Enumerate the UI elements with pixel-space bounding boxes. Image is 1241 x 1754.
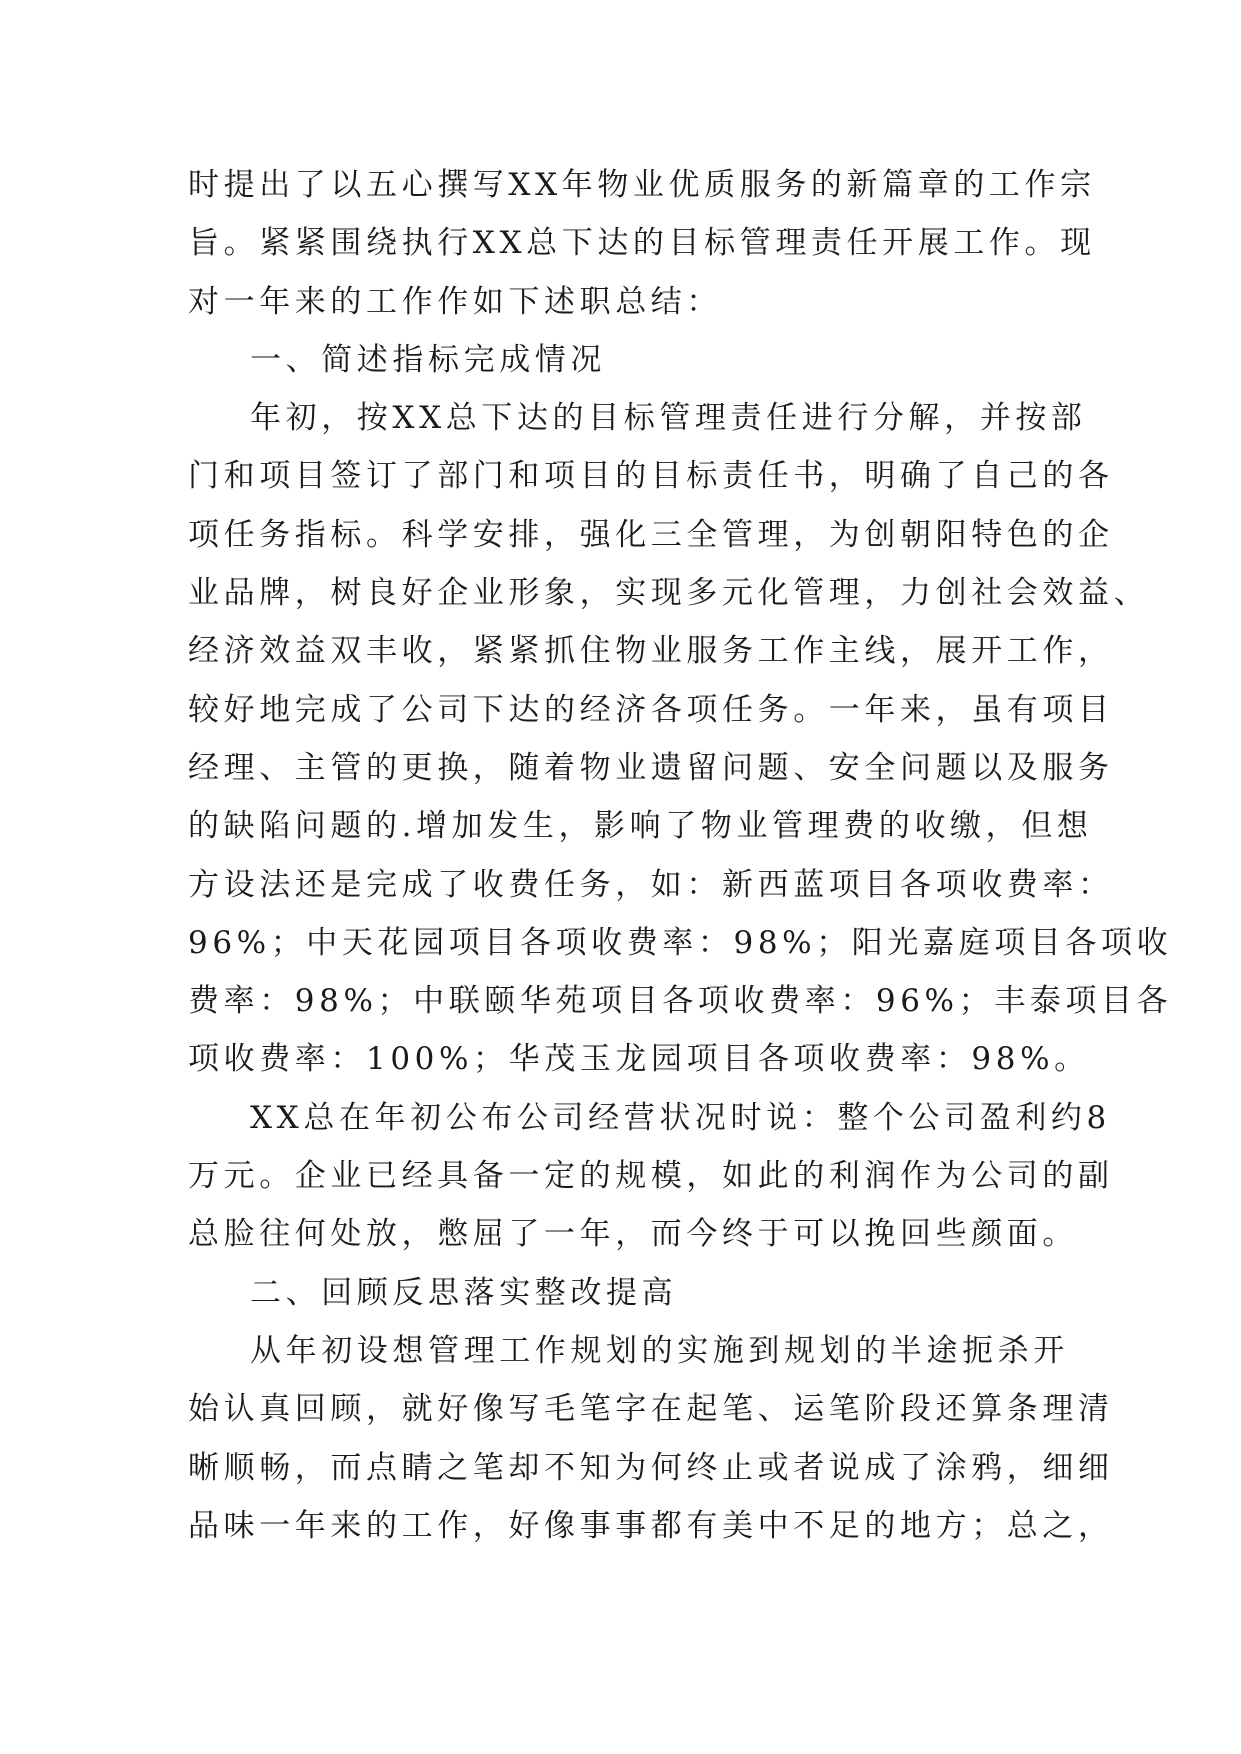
section-heading-1: 一、简述指标完成情况 bbox=[250, 341, 606, 378]
text-line: 时提出了以五心撰写XX年物业优质服务的新篇章的工作宗 bbox=[188, 167, 1096, 203]
text-line: 万元。企业已经具备一定的规模，如此的利润作为公司的副 bbox=[188, 1158, 1114, 1195]
text-line: 总脸往何处放，憋屈了一年，而今终于可以挽回些颜面。 bbox=[188, 1216, 1078, 1253]
document-body bbox=[188, 156, 1173, 1555]
text-line: 旨。紧紧围绕执行XX总下达的目标管理责任开展工作。现 bbox=[188, 225, 1096, 262]
text-line: 的缺陷问题的.增加发生，影响了物业管理费的收缴，但想 bbox=[188, 808, 1093, 845]
text-line: 费率：98%；中联颐华苑项目各项收费率：96%；丰泰项目各 bbox=[188, 983, 1173, 1020]
text-line: 经济效益双丰收，紧紧抓住物业服务工作主线，展开工作， bbox=[188, 633, 1114, 670]
text-line: 方设法还是完成了收费任务，如：新西蓝项目各项收费率： bbox=[188, 866, 1114, 903]
text-line: 门和项目签订了部门和项目的目标责任书，明确了自己的各 bbox=[188, 458, 1114, 495]
text-line: 较好地完成了公司下达的经济各项任务。一年来，虽有项目 bbox=[188, 691, 1114, 728]
text-line: 对一年来的工作作如下述职总结： bbox=[188, 283, 722, 320]
text-line: 经理、主管的更换，随着物业遗留问题、安全问题以及服务 bbox=[188, 749, 1114, 786]
section-heading-2: 二、回顾反思落实整改提高 bbox=[250, 1274, 678, 1311]
text-line: 始认真回顾，就好像写毛笔字在起笔、运笔阶段还算条理清 bbox=[188, 1391, 1114, 1428]
text-line: 项收费率：100%；华茂玉龙园项目各项收费率：98%。 bbox=[188, 1041, 1090, 1078]
text-line: 项任务指标。科学安排，强化三全管理，为创朝阳特色的企 bbox=[188, 516, 1114, 553]
text-line: 96%；中天花园项目各项收费率：98%；阳光嘉庭项目各项收 bbox=[188, 924, 1173, 961]
text-line: 晰顺畅，而点睛之笔却不知为何终止或者说成了涂鸦，细细 bbox=[188, 1449, 1114, 1486]
paragraph-start-line: 从年初设想管理工作规划的实施到规划的半途扼杀开 bbox=[250, 1332, 1069, 1369]
paragraph-start-line: 年初，按XX总下达的目标管理责任进行分解，并按部 bbox=[250, 400, 1087, 437]
text-line: 业品牌，树良好企业形象，实现多元化管理，力创社会效益、 bbox=[188, 575, 1150, 612]
paragraph-start-line: XX总在年初公布公司经营状况时说：整个公司盈利约8 bbox=[250, 1099, 1111, 1136]
text-line: 品味一年来的工作，好像事事都有美中不足的地方；总之， bbox=[188, 1507, 1114, 1544]
